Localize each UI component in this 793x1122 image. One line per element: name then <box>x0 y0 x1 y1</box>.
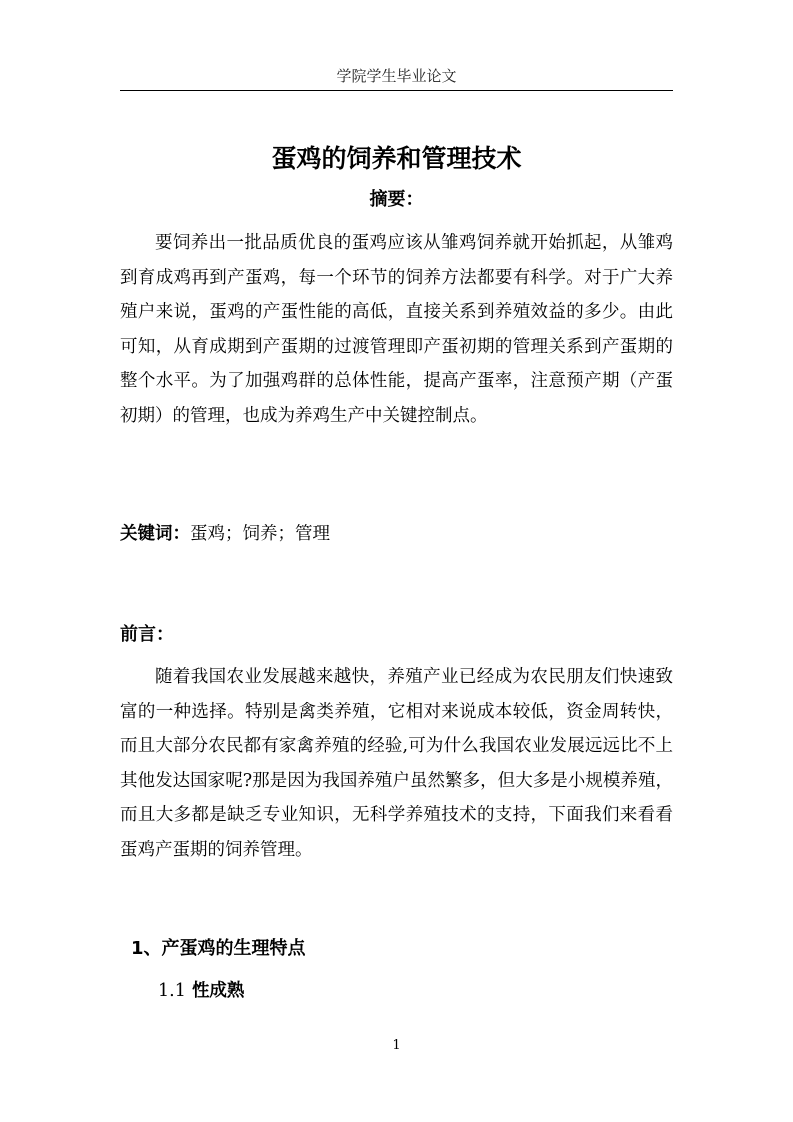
section-number: 1.1 <box>158 981 186 1001</box>
header-rule <box>120 90 673 91</box>
preface-body: 随着我国农业发展越来越快，养殖产业已经成为农民朋友们快速致富的一种选择。特别是禽类养殖，它相对来说成本较低，资金周转快，而且大部分农民都有家禽养殖的经验,可为什么我国农业发展远远比不上其他发达国家呢?那是因为我国养殖户虽然繁多，但大多是小规模养殖，而且大多都是缺乏专业知识，无科学养殖技术的支持，下面我们来看看蛋鸡产蛋期的饲养管理。 <box>120 667 673 860</box>
abstract-body: 要饲养出一批品质优良的蛋鸡应该从雏鸡饲养就开始抓起，从雏鸡到育成鸡再到产蛋鸡，每一个环节的饲养方法都要有科学。对于广大养殖户来说，蛋鸡的产蛋性能的高低，直接关系到养殖效益的多少。由此可知，从育成期到产蛋期的过渡管理即产蛋初期的管理关系到产蛋期的整个水平。为了加强鸡群的总体性能，提高产蛋率，注意预产期（产蛋初期）的管理，也成为养鸡生产中关键控制点。 <box>120 233 673 426</box>
keywords-label: 关键词： <box>120 524 190 544</box>
preface-heading: 前言： <box>120 624 174 645</box>
keywords-line <box>120 518 673 550</box>
section-heading-1-1 <box>158 976 671 1006</box>
running-header: 学院学生毕业论文 <box>336 67 457 85</box>
section-title: 性成熟 <box>191 981 245 1001</box>
keywords-value: 蛋鸡；饲养；管理 <box>190 524 330 544</box>
section-heading-1: 1、产蛋鸡的生理特点 <box>131 938 306 959</box>
abstract-heading: 摘要： <box>369 189 424 210</box>
page-number: 1 <box>392 1038 401 1053</box>
document-title: 蛋鸡的饲养和管理技术 <box>271 144 522 173</box>
